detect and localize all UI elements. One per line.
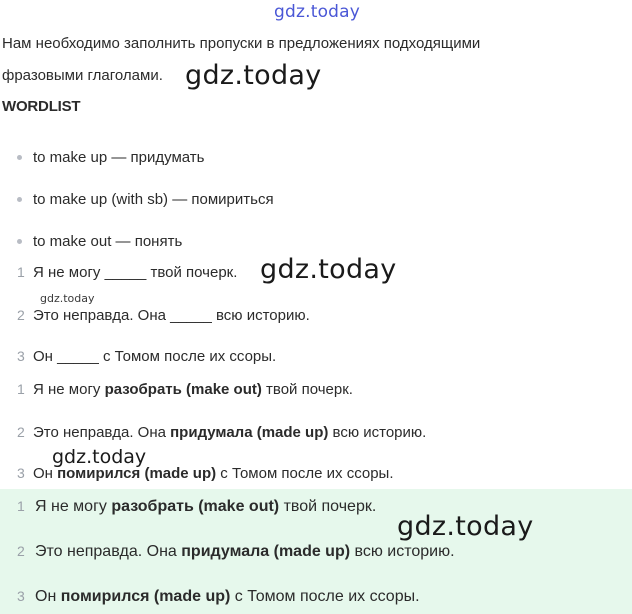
intro-line-2: фразовыми глаголами.	[2, 67, 163, 84]
exercise-item: 3 Он _____ с Томом после их ссоры.	[17, 348, 277, 365]
wordlist-item: to make up — придумать	[17, 149, 204, 166]
wordlist-item: to make up (with sb) — помириться	[17, 191, 274, 208]
watermark: gdz.today	[185, 60, 322, 91]
answer-item: 2 Это неправда. Она придумала (made up) всю историю.	[17, 424, 427, 441]
watermark-top: gdz.today	[274, 2, 361, 22]
final-answer-item: 2 Это неправда. Она придумала (made up) всю историю.	[17, 543, 455, 560]
wordlist-item: to make out — понять	[17, 233, 182, 250]
intro-line-1: Нам необходимо заполнить пропуски в предложениях подходящими	[2, 35, 481, 52]
final-answer-item: 1 Я не могу разобрать (make out) твой почерк.	[17, 498, 377, 515]
final-answer-item: 3 Он помирился (made up) с Томом после их ссоры.	[17, 588, 420, 605]
bullet-icon	[17, 197, 22, 202]
answer-item: 1 Я не могу разобрать (make out) твой почерк.	[17, 381, 353, 398]
watermark: gdz.today	[40, 292, 95, 305]
watermark: gdz.today	[260, 254, 397, 285]
exercise-item: 1 Я не могу _____ твой почерк.	[17, 264, 238, 281]
exercise-item: 2 Это неправда. Она _____ всю историю.	[17, 307, 310, 324]
watermark: gdz.today	[52, 446, 147, 468]
wordlist-title: WORDLIST	[2, 98, 81, 115]
bullet-icon	[17, 155, 22, 160]
answer-item: 3 Он помирился (made up) с Томом после их ссоры.	[17, 465, 394, 482]
watermark: gdz.today	[397, 511, 534, 542]
bullet-icon	[17, 239, 22, 244]
